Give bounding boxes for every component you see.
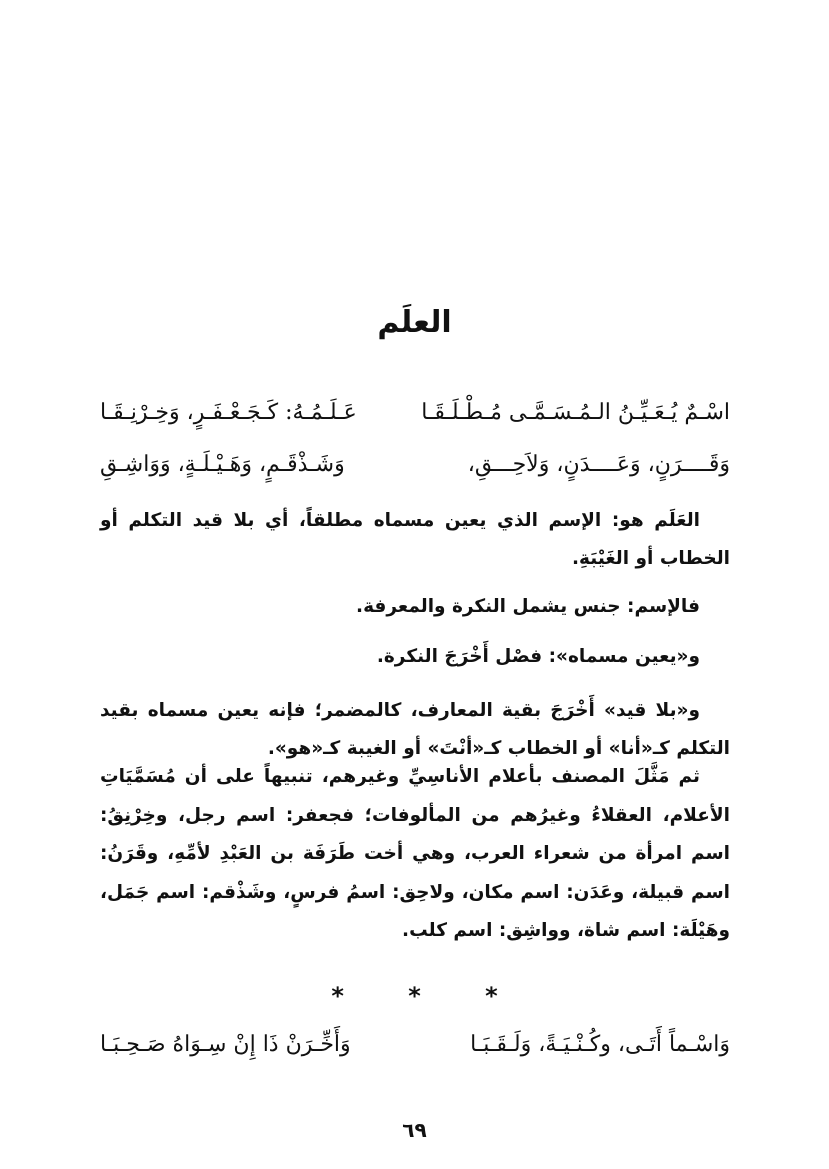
verse-line-1 bbox=[100, 400, 730, 425]
closing-verse-first-hemistich: وَاسْـماً أَتَـى، وكُـنْـيَـةً، وَلَـقَـبَـا bbox=[470, 1032, 730, 1057]
paragraph-definition: العَلَم هو: الإسم الذي يعين مسماه مطلقاً، أي بلا قيد التكلم أو الخطاب أو الغَيْبَةِ. bbox=[100, 510, 730, 569]
verse-1-second-hemistich: عَـلَـمُـهُ: كَـجَـعْـفَـرٍ، وَخِـرْنِـقَـا bbox=[100, 400, 357, 425]
paragraph-genus: فالإسم: جنس يشمل النكرة والمعرفة. bbox=[356, 596, 700, 617]
verse-1-first-hemistich: اسْـمٌ يُـعَـيِّـنُ الـمُـسَـمَّـى مُـطْـلَـقَـا bbox=[421, 400, 730, 425]
chapter-title: العلَم bbox=[377, 305, 452, 340]
paragraph-without-restriction: و«بلا قيد» أَخْرَجَ بقية المعارف، كالمضمر؛ فإنه يعين مسماه بقيد التكلم كـ«أنا» أو الخطاب كـ«أنْتَ» أو الغيبة كـ«هو». bbox=[100, 700, 730, 759]
paragraph-examples: ثم مَثَّلَ المصنف بأعلام الأناسِيِّ وغيرهم، تنبيهاً على أن مُسَمَّيَاتِ الأعلام، العقلاءُ وغيرُهم من المألوفات؛ فجعفر: اسم رجل، وخِرْنِقُ: اسم امرأة من شعراء العرب، وهي أخت طَرَفَة بن العَبْدِ لأمِّهِ، وقَرَنُ: اسم قبيلة، وعَدَن: اسم مكان، ولاحِق: اسمُ فرسٍ، وشَذْقم: اسم جَمَل، وهَيْلَة: اسم شاة، وواشِق: اسم كلب. bbox=[100, 766, 730, 941]
paragraph-differentia: و«يعين مسماه»: فصْل أَخْرَجَ النكرة. bbox=[376, 646, 700, 667]
verse-2-first-hemistich: وَقَــــرَنٍ، وَعَــــدَنٍ، وَلاَحِـــقِ، bbox=[467, 452, 730, 477]
closing-verse-second-hemistich: وَأَخِّـرَنْ ذَا إِنْ سِـوَاهُ صَـحِـبَـا bbox=[100, 1032, 351, 1057]
verse-line-2 bbox=[100, 452, 730, 477]
closing-verse-line bbox=[100, 1032, 730, 1057]
section-separator: * * * bbox=[331, 982, 526, 1010]
verse-2-second-hemistich: وَشَـذْقَـمٍ، وَهَـيْـلَـةٍ، وَوَاشِـقِ bbox=[100, 452, 345, 477]
page-number: ٦٩ bbox=[402, 1118, 427, 1142]
